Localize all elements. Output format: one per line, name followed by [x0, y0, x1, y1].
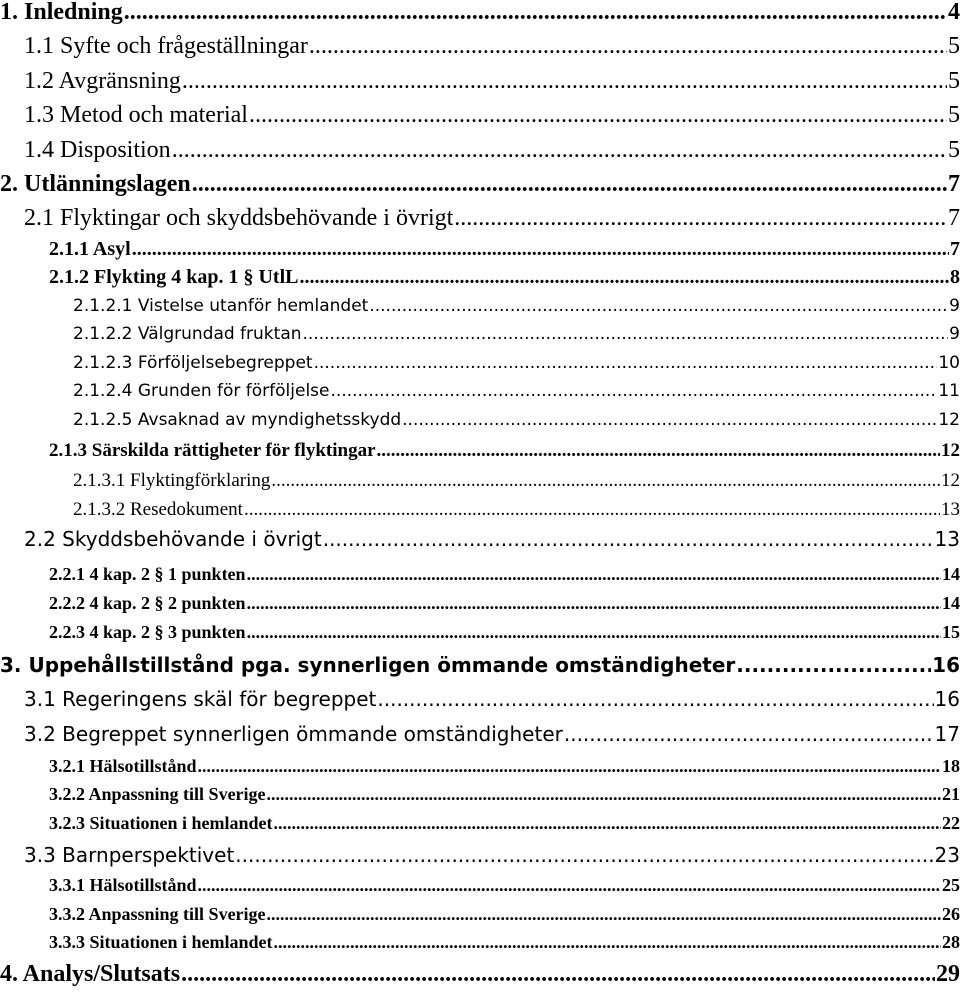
- toc-entry-title: 3.3.2 Anpassning till Sverige: [49, 904, 266, 924]
- toc-entry-2-1-3[interactable]: [49, 440, 960, 462]
- toc-entry-1-3[interactable]: [24, 102, 960, 129]
- toc-entry-page: 7: [948, 205, 960, 231]
- toc-entry-title: 1.1 Syfte och frågeställningar: [24, 33, 308, 59]
- toc-entry-title: 2.1.2.5 Avsaknad av myndighetsskydd: [73, 410, 402, 430]
- toc-entry-title: 2. Utlänningslagen: [0, 171, 191, 197]
- toc-entry-page: 12: [941, 440, 960, 461]
- toc-entry-1-2[interactable]: [24, 68, 960, 95]
- toc-entry-page: 12: [938, 410, 960, 430]
- toc-entry-title: 3.3.1 Hälsotillstånd: [49, 875, 197, 895]
- toc-entry-page: 28: [942, 932, 960, 952]
- toc-entry-page: 8: [950, 266, 960, 288]
- toc-entry-title: 3.2.2 Anpassning till Sverige: [49, 784, 266, 804]
- toc-entry-page: 13: [934, 527, 960, 551]
- toc-entry-title: 1. Inledning: [0, 0, 123, 25]
- toc-entry-title: 1.3 Metod och material: [24, 102, 248, 128]
- toc-entry-page: 14: [942, 564, 960, 584]
- toc-entry-page: 23: [934, 843, 960, 867]
- toc-entry-page: 9: [949, 296, 960, 316]
- toc-entry-page: 5: [948, 68, 960, 94]
- toc-entry-page: 17: [934, 722, 960, 746]
- toc-entry-title: 3.2.1 Hälsotillstånd: [49, 756, 197, 776]
- toc-entry-page: 29: [936, 961, 960, 987]
- toc-entry-3[interactable]: [0, 653, 960, 677]
- toc-entry-4[interactable]: [0, 961, 960, 988]
- toc-entry-title: 3.1 Regeringens skäl för begreppet: [24, 687, 377, 711]
- toc-entry-title: 2.2 Skyddsbehövande i övrigt: [24, 527, 322, 551]
- toc-entry-1[interactable]: [0, 0, 960, 26]
- toc-entry-page: 16: [932, 653, 960, 677]
- toc-entry-title: 2.2.1 4 kap. 2 § 1 punkten: [49, 564, 246, 584]
- toc-entry-title: 2.1.2.4 Grunden för förföljelse: [73, 381, 330, 401]
- toc-entry-2-1-3-1[interactable]: [73, 470, 960, 492]
- toc-entry-page: 7: [950, 238, 960, 260]
- toc-entry-title: 3.3 Barnperspektivet: [24, 843, 235, 867]
- toc-entry-3-3-2[interactable]: [49, 904, 960, 925]
- toc-entry-3-2-2[interactable]: [49, 784, 960, 805]
- toc-entry-2-1-2-4[interactable]: [73, 381, 960, 401]
- toc-entry-2-2-3[interactable]: [49, 622, 960, 643]
- toc-entry-page: 9: [949, 324, 960, 344]
- toc-entry-2-1-2-2[interactable]: [73, 324, 960, 344]
- toc-entry-title: 2.1.3.1 Flyktingförklaring: [73, 470, 271, 491]
- toc-entry-3-3-3[interactable]: [49, 932, 960, 953]
- toc-entry-page: 22: [942, 813, 960, 833]
- toc-entry-title: 2.1.3 Särskilda rättigheter för flyktingar: [49, 440, 376, 461]
- toc-entry-title: 3.2 Begreppet synnerligen ömmande omständigheter: [24, 722, 563, 746]
- toc-entry-2-1-2-3[interactable]: [73, 353, 960, 373]
- toc-entry-page: 21: [942, 784, 960, 804]
- toc-entry-3-1[interactable]: [24, 687, 960, 711]
- toc-entry-page: 14: [942, 593, 960, 613]
- toc-entry-page: 15: [942, 622, 960, 642]
- toc-entry-title: 1.2 Avgränsning: [24, 68, 181, 94]
- toc-entry-page: 11: [938, 381, 960, 401]
- toc-entry-title: 3.2.3 Situationen i hemlandet: [49, 813, 273, 833]
- toc-entry-page: 5: [948, 102, 960, 128]
- toc-entry-page: 7: [948, 171, 960, 197]
- toc-entry-title: 2.1.2.3 Förföljelsebegreppet: [73, 353, 313, 373]
- toc-entry-title: 1.4 Disposition: [24, 137, 171, 163]
- toc-entry-2[interactable]: [0, 171, 960, 198]
- toc-entry-page: 13: [941, 499, 960, 520]
- toc-entry-title: 2.1.3.2 Resedokument: [73, 499, 243, 520]
- toc-entry-title: 2.2.3 4 kap. 2 § 3 punkten: [49, 622, 246, 642]
- toc-entry-page: 12: [941, 470, 960, 491]
- toc-entry-page: 18: [942, 756, 960, 776]
- toc-entry-title: 2.1 Flyktingar och skyddsbehövande i övrigt: [24, 205, 454, 231]
- toc-entry-page: 10: [938, 353, 960, 373]
- toc-entry-2-1[interactable]: [24, 205, 960, 232]
- toc-entry-3-3-1[interactable]: [49, 875, 960, 896]
- toc-entry-2-2-2[interactable]: [49, 593, 960, 614]
- toc-entry-3-3[interactable]: [24, 843, 960, 867]
- toc-entry-3-2[interactable]: [24, 722, 960, 746]
- toc-entry-page: 5: [948, 33, 960, 59]
- toc-entry-2-2[interactable]: [24, 527, 960, 551]
- toc-entry-title: 2.2.2 4 kap. 2 § 2 punkten: [49, 593, 246, 613]
- toc-entry-2-2-1[interactable]: [49, 564, 960, 585]
- toc-entry-1-1[interactable]: [24, 33, 960, 60]
- toc-entry-title: 4. Analys/Slutsats: [0, 961, 181, 987]
- toc-entry-2-1-2[interactable]: [49, 266, 960, 289]
- toc-entry-title: 2.1.1 Asyl: [49, 238, 131, 260]
- toc-entry-2-1-1[interactable]: [49, 238, 960, 261]
- toc-entry-page: 5: [948, 137, 960, 163]
- toc-entry-3-2-1[interactable]: [49, 756, 960, 777]
- toc-entry-title: 3.3.3 Situationen i hemlandet: [49, 932, 273, 952]
- toc-entry-title: 2.1.2.2 Välgrundad fruktan: [73, 324, 302, 344]
- toc-entry-page: 25: [942, 875, 960, 895]
- toc-entry-page: 4: [948, 0, 960, 25]
- toc-entry-2-1-2-1[interactable]: [73, 296, 960, 316]
- toc-entry-3-2-3[interactable]: [49, 813, 960, 834]
- toc-entry-page: 26: [942, 904, 960, 924]
- toc-entry-1-4[interactable]: [24, 137, 960, 164]
- toc-entry-page: 16: [934, 687, 960, 711]
- toc-entry-2-1-3-2[interactable]: [73, 499, 960, 521]
- toc-entry-2-1-2-5[interactable]: [73, 410, 960, 430]
- toc-entry-title: 2.1.2.1 Vistelse utanför hemlandet: [73, 296, 369, 316]
- toc-entry-title: 3. Uppehållstillstånd pga. synnerligen ömmande omständigheter: [0, 653, 736, 677]
- toc-entry-title: 2.1.2 Flykting 4 kap. 1 § UtlL: [49, 266, 299, 288]
